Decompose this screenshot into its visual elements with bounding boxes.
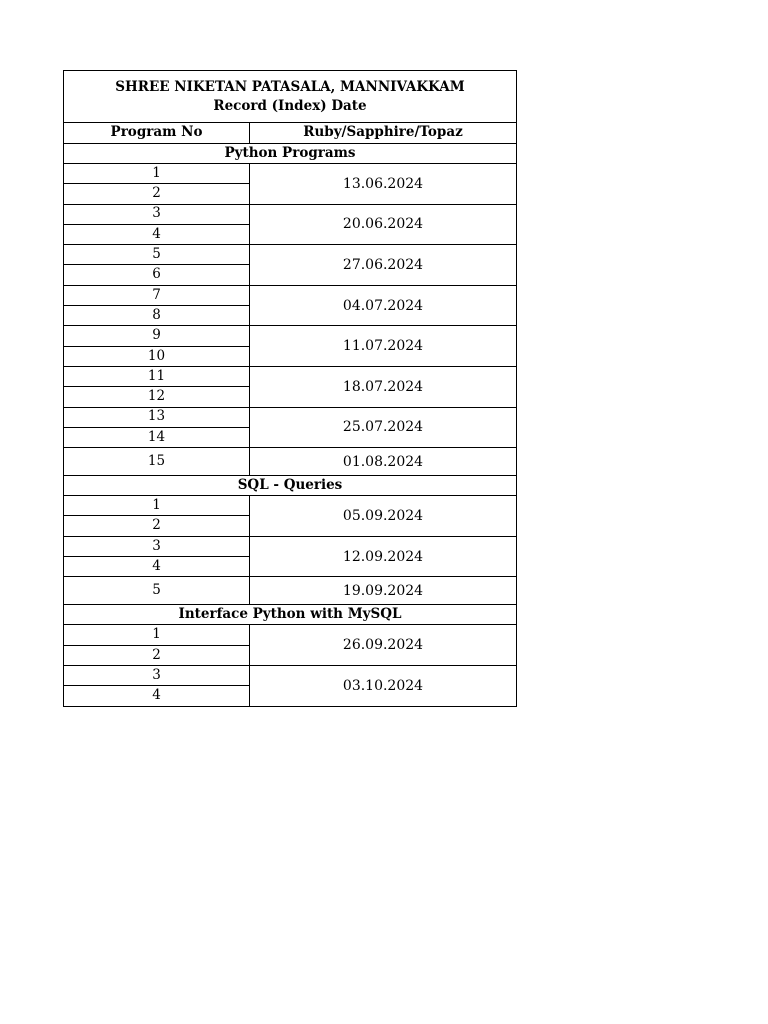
program-number: 3 [64,536,250,556]
section-row [64,144,517,164]
program-row [64,625,517,645]
program-row [64,665,517,685]
record-date: 01.08.2024 [250,448,517,476]
program-row [64,448,517,476]
program-number: 4 [64,224,250,244]
record-date: 20.06.2024 [250,204,517,245]
section-title: Python Programs [64,144,517,164]
program-row [64,407,517,427]
program-number: 5 [64,577,250,605]
record-date: 03.10.2024 [250,665,517,706]
program-row [64,285,517,305]
program-number: 9 [64,326,250,346]
program-number: 7 [64,285,250,305]
record-date: 26.09.2024 [250,625,517,666]
record-date: 11.07.2024 [250,326,517,367]
program-number: 2 [64,516,250,536]
column-header-row [64,123,517,144]
program-number: 3 [64,204,250,224]
program-number: 4 [64,686,250,706]
record-subtitle: Record (Index) Date [213,97,367,114]
program-number: 1 [64,625,250,645]
program-number: 8 [64,306,250,326]
section-title: Interface Python with MySQL [64,605,517,625]
program-row [64,366,517,386]
program-row [64,536,517,556]
program-number: 1 [64,164,250,184]
table-body [64,71,517,707]
program-row [64,326,517,346]
title-row [64,71,517,123]
program-no-header: Program No [64,123,250,144]
program-number: 13 [64,407,250,427]
program-number: 12 [64,387,250,407]
program-number: 14 [64,427,250,447]
record-date: 12.09.2024 [250,536,517,577]
program-number: 3 [64,665,250,685]
program-row [64,496,517,516]
classes-header: Ruby/Sapphire/Topaz [250,123,517,144]
program-number: 6 [64,265,250,285]
program-row [64,577,517,605]
section-title: SQL - Queries [64,476,517,496]
section-row [64,605,517,625]
program-number: 2 [64,184,250,204]
record-index-table [63,70,517,707]
section-row [64,476,517,496]
program-number: 15 [64,448,250,476]
program-row [64,245,517,265]
record-date: 13.06.2024 [250,164,517,205]
program-number: 11 [64,366,250,386]
record-date: 04.07.2024 [250,285,517,326]
record-date: 27.06.2024 [250,245,517,286]
record-date: 18.07.2024 [250,366,517,407]
record-date: 25.07.2024 [250,407,517,448]
program-number: 1 [64,496,250,516]
record-date: 05.09.2024 [250,496,517,537]
program-number: 10 [64,346,250,366]
program-number: 2 [64,645,250,665]
title-cell [64,71,517,123]
program-row [64,204,517,224]
program-row [64,164,517,184]
program-number: 4 [64,557,250,577]
record-date: 19.09.2024 [250,577,517,605]
school-name: SHREE NIKETAN PATASALA, MANNIVAKKAM [115,78,465,95]
program-number: 5 [64,245,250,265]
